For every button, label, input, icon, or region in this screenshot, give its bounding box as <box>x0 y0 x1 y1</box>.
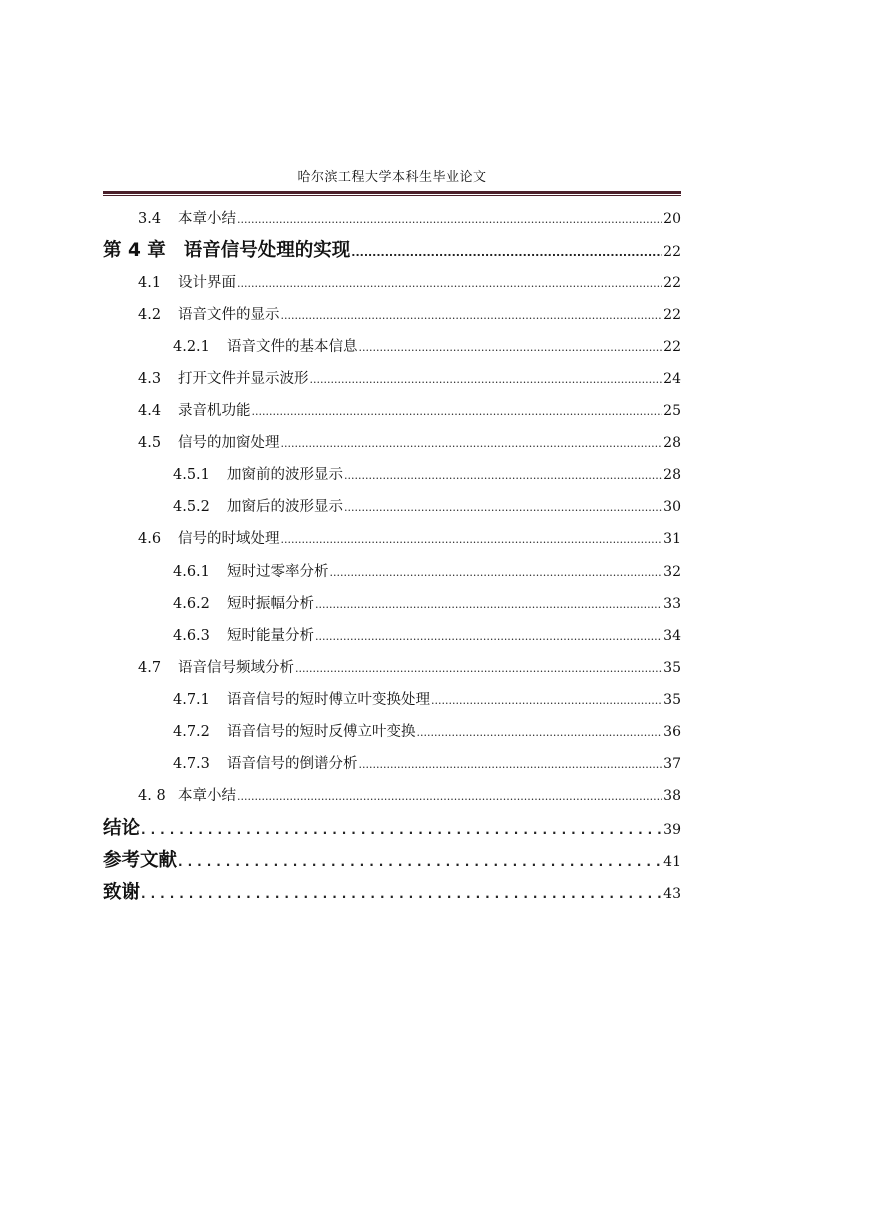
table-of-contents <box>103 201 681 907</box>
dot-leader <box>344 469 662 482</box>
toc-entry-title: 加窗前的波形显示 <box>227 467 343 484</box>
toc-entry[interactable] <box>103 811 681 843</box>
toc-entry-page: 43 <box>663 886 681 903</box>
toc-entry[interactable] <box>103 361 681 393</box>
toc-entry-page: 39 <box>663 821 681 838</box>
toc-entry[interactable] <box>103 586 681 618</box>
toc-entry[interactable] <box>103 233 681 265</box>
toc-entry-number: 4. 8 <box>138 788 166 805</box>
dot-leader <box>281 437 663 450</box>
toc-entry-title: 语音信号的倒谱分析 <box>227 756 358 773</box>
toc-entry-page: 37 <box>663 756 681 773</box>
toc-entry-number: 4.2.1 <box>173 338 210 355</box>
dot-leader <box>315 630 662 643</box>
toc-entry-page: 38 <box>663 788 681 805</box>
toc-entry-number: 3.4 <box>138 210 162 227</box>
toc-entry-title: 语音信号处理的实现 <box>183 240 351 262</box>
toc-entry-page: 33 <box>663 595 681 612</box>
dot-leader <box>237 277 662 290</box>
toc-entry-number: 4.7.3 <box>173 756 210 773</box>
toc-entry-page: 35 <box>663 659 681 676</box>
dot-leader <box>295 662 662 675</box>
toc-entry-title: 本章小结 <box>178 788 236 805</box>
toc-entry-page: 22 <box>663 306 681 323</box>
toc-entry-title: 录音机功能 <box>178 403 251 420</box>
toc-entry[interactable] <box>103 650 681 682</box>
toc-entry-number: 4.2 <box>138 306 162 323</box>
header-rule-thin <box>103 195 681 196</box>
toc-entry-page: 22 <box>663 274 681 291</box>
toc-entry-title: 短时振幅分析 <box>227 595 314 612</box>
toc-entry-page: 32 <box>663 563 681 580</box>
toc-entry[interactable] <box>103 201 681 233</box>
dot-leader <box>237 790 662 803</box>
toc-entry-page: 24 <box>663 371 681 388</box>
dot-leader <box>237 213 662 226</box>
toc-entry-page: 30 <box>663 499 681 516</box>
toc-entry-page: 35 <box>663 691 681 708</box>
toc-entry-title: 信号的加窗处理 <box>178 435 280 452</box>
toc-entry[interactable] <box>103 265 681 297</box>
toc-entry[interactable] <box>103 682 681 714</box>
toc-entry-page: 22 <box>663 338 681 355</box>
dot-leader <box>330 566 663 579</box>
toc-entry[interactable] <box>103 490 681 522</box>
toc-entry[interactable] <box>103 554 681 586</box>
dot-leader <box>141 823 662 837</box>
toc-entry-page: 28 <box>663 435 681 452</box>
toc-entry[interactable] <box>103 297 681 329</box>
toc-entry-title: 语音信号的短时反傅立叶变换 <box>227 724 416 741</box>
dot-leader <box>417 726 663 739</box>
toc-entry-title: 加窗后的波形显示 <box>227 499 343 516</box>
toc-entry[interactable] <box>103 779 681 811</box>
dot-leader <box>315 598 662 611</box>
toc-entry[interactable] <box>103 618 681 650</box>
toc-entry-title: 本章小结 <box>178 210 236 227</box>
dot-leader <box>431 694 662 707</box>
toc-entry-title: 短时能量分析 <box>227 627 314 644</box>
toc-entry[interactable] <box>103 394 681 426</box>
toc-entry-title: 语音信号频域分析 <box>178 659 294 676</box>
toc-entry-page: 22 <box>663 244 681 261</box>
toc-entry[interactable] <box>103 875 681 907</box>
toc-entry-title: 参考文献 <box>103 849 178 871</box>
toc-entry-page: 31 <box>663 531 681 548</box>
dot-leader <box>359 341 663 354</box>
toc-entry-title: 语音文件的显示 <box>178 306 280 323</box>
dot-leader <box>178 855 662 869</box>
toc-entry[interactable] <box>103 715 681 747</box>
header-rule-thick <box>103 191 681 194</box>
toc-entry-number: 4.4 <box>138 403 162 420</box>
toc-entry[interactable] <box>103 843 681 875</box>
toc-entry-title: 致谢 <box>103 882 141 904</box>
dot-leader <box>351 246 662 259</box>
toc-entry-page: 36 <box>663 724 681 741</box>
toc-entry-number: 4.6 <box>138 531 162 548</box>
toc-entry-title: 信号的时域处理 <box>178 531 280 548</box>
toc-entry-number: 第 4 章 <box>103 240 166 262</box>
toc-entry[interactable] <box>103 458 681 490</box>
toc-entry-number: 4.6.1 <box>173 563 210 580</box>
toc-entry-title: 短时过零率分析 <box>227 563 329 580</box>
toc-entry-page: 28 <box>663 467 681 484</box>
dot-leader <box>252 405 663 418</box>
toc-entry-title: 结论 <box>103 817 141 839</box>
toc-entry-number: 4.7 <box>138 659 162 676</box>
dot-leader <box>141 887 662 901</box>
toc-entry-number: 4.6.3 <box>173 627 210 644</box>
dot-leader <box>281 309 663 322</box>
toc-entry-title: 语音信号的短时傅立叶变换处理 <box>227 691 430 708</box>
toc-entry-number: 4.5.2 <box>173 499 210 516</box>
toc-entry-page: 34 <box>663 627 681 644</box>
running-header: 哈尔滨工程大学本科生毕业论文 <box>297 170 487 185</box>
toc-entry-number: 4.3 <box>138 371 162 388</box>
dot-leader <box>281 533 663 546</box>
toc-entry-number: 4.5.1 <box>173 467 210 484</box>
toc-entry-number: 4.6.2 <box>173 595 210 612</box>
toc-entry-title: 语音文件的基本信息 <box>227 338 358 355</box>
dot-leader <box>359 758 663 771</box>
toc-entry-number: 4.7.1 <box>173 691 210 708</box>
toc-entry-page: 25 <box>663 403 681 420</box>
toc-entry[interactable] <box>103 747 681 779</box>
toc-entry-page: 20 <box>663 210 681 227</box>
toc-entry[interactable] <box>103 522 681 554</box>
toc-entry-title: 打开文件并显示波形 <box>178 371 309 388</box>
toc-entry-number: 4.5 <box>138 435 162 452</box>
dot-leader <box>344 501 662 514</box>
toc-entry[interactable] <box>103 426 681 458</box>
toc-entry-page: 41 <box>663 853 681 870</box>
dot-leader <box>310 373 663 386</box>
toc-entry-number: 4.1 <box>138 274 162 291</box>
toc-entry[interactable] <box>103 329 681 361</box>
toc-entry-number: 4.7.2 <box>173 724 210 741</box>
toc-entry-title: 设计界面 <box>178 274 236 291</box>
